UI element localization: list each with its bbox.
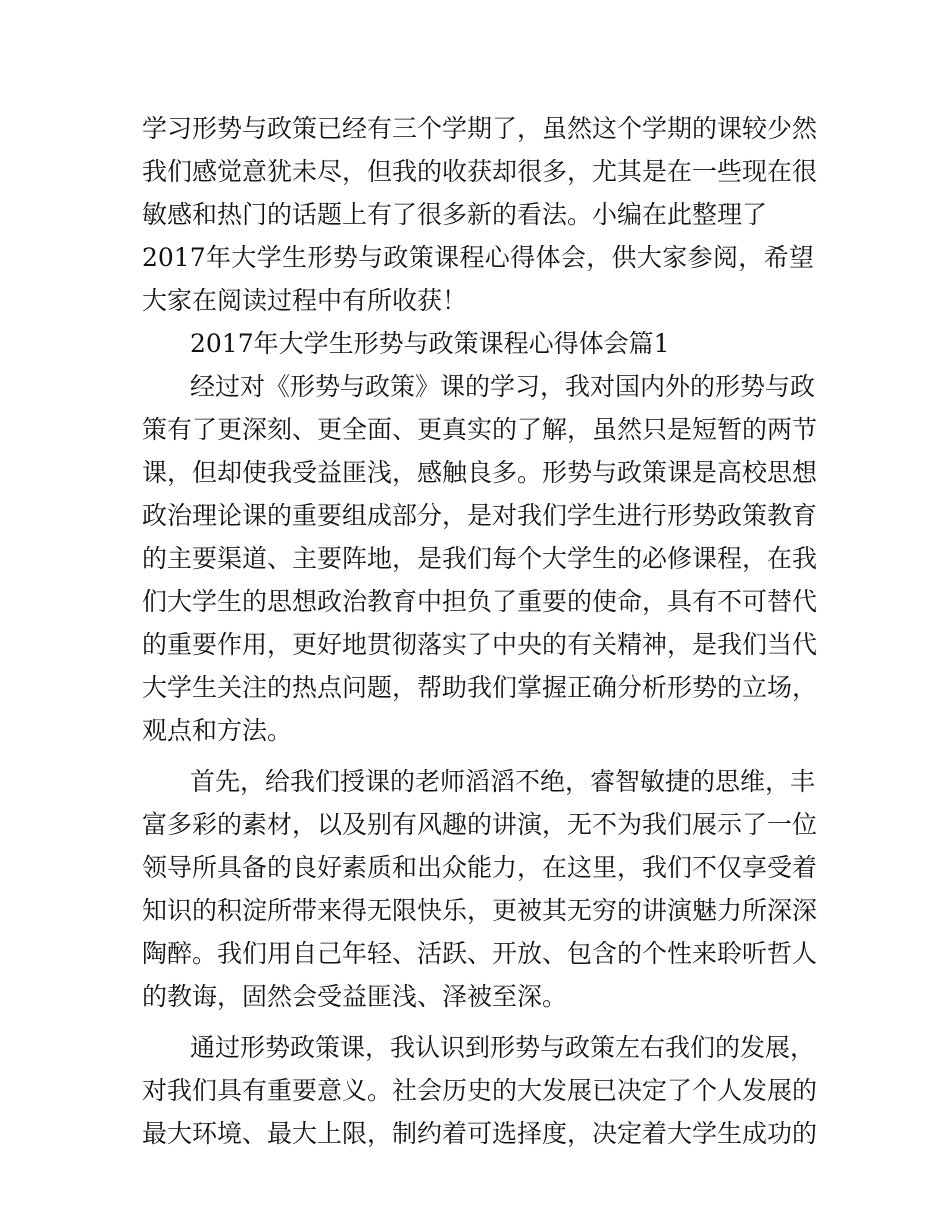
paragraph-line: 观点和方法。 [142,716,293,745]
paragraph-line: 陶醉。我们用自己年轻、活跃、开放、包含的个性来聆听哲人 [142,939,818,968]
paragraph-line: 知识的积淀所带来得无限快乐，更被其无穷的讲演魅力所深深 [142,896,818,925]
paragraph-line: 课，但却使我受益匪浅，感触良多。形势与政策课是高校思想 [142,458,818,487]
document-body [142,107,818,1155]
paragraph-line: 们大学生的思想政治教育中担负了重要的使命，具有不可替代 [142,587,818,616]
paragraph-line: 富多彩的素材，以及别有风趣的讲演，无不为我们展示了一位 [142,810,818,839]
paragraph-line: 策有了更深刻、更全面、更真实的了解，虽然只是短暂的两节 [142,415,818,444]
intro-paragraph [142,107,818,322]
paragraph-line: 最大环境、最大上限，制约着可选择度，决定着大学生成功的 [142,1119,818,1148]
intro-line: 敏感和热门的话题上有了很多新的看法。小编在此整理了 [142,200,768,229]
intro-line: 我们感觉意犹未尽，但我的收获却很多，尤其是在一些现在很 [142,157,818,186]
paragraph-line: 首先，给我们授课的老师滔滔不绝，睿智敏捷的思维，丰 [190,767,816,796]
paragraph-line: 经过对《形势与政策》课的学习，我对国内外的形势与政 [190,372,816,401]
intro-line: 学习形势与政策已经有三个学期了，虽然这个学期的课较少然 [142,114,818,143]
paragraph-1 [142,365,818,752]
paragraph-line: 政治理论课的重要组成部分，是对我们学生进行形势政策教育 [142,501,818,530]
paragraph-line: 大学生关注的热点问题，帮助我们掌握正确分析形势的立场， [142,673,818,702]
paragraph-line: 的主要渠道、主要阵地，是我们每个大学生的必修课程，在我 [142,544,818,573]
paragraph-line: 对我们具有重要意义。社会历史的大发展已决定了个人发展的 [142,1076,818,1105]
intro-line: 大家在阅读过程中有所收获！ [142,286,468,315]
paragraph-line: 的重要作用，更好地贯彻落实了中央的有关精神，是我们当代 [142,630,818,659]
paragraph-3 [142,1026,818,1155]
section-heading: 2017年大学生形势与政策课程心得体会篇1 [190,329,670,358]
section-heading-block [142,322,814,365]
paragraph-2 [142,760,818,1018]
paragraph-line: 领导所具备的良好素质和出众能力，在这里，我们不仅享受着 [142,853,818,882]
paragraph-line: 通过形势政策课，我认识到形势与政策左右我们的发展， [190,1033,816,1062]
intro-line: 2017年大学生形势与政策课程心得体会，供大家参阅，希望 [142,243,814,272]
paragraph-line: 的教诲，固然会受益匪浅、泽被至深。 [142,982,568,1011]
